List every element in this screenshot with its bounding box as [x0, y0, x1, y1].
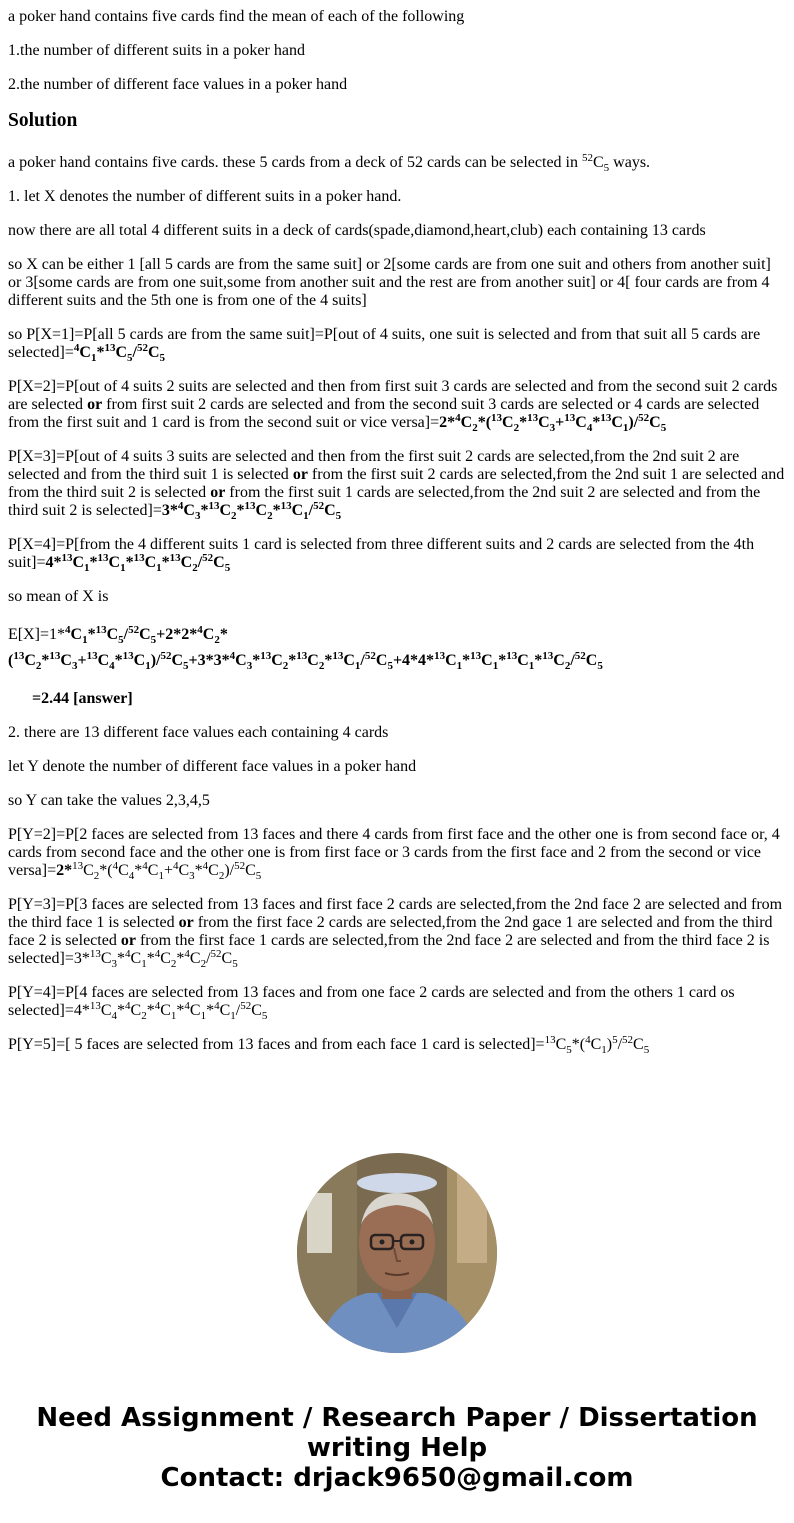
part1-statement: 1. let X denotes the number of different suits in a poker hand. — [8, 188, 402, 205]
footer-line-1: Need Assignment / Research Paper / Dissertation — [36, 1403, 758, 1433]
expected-x-answer: =2.44 [answer] — [32, 690, 133, 707]
solution-heading: Solution — [8, 110, 78, 131]
footer-banner — [0, 1403, 794, 1493]
prob-y2: P[Y=2]=P[2 faces are selected from 13 faces and there 4 cards from first face and the other one is from second face or, 4 cards from second face and the other one is from first face or 3 cards from the first face and 2 from the second or vice $versa]=2*^{13}C_2*(^4C_4*^4C_1+^4C_3*^4C_2)/^{52}C_5$ — [8, 826, 780, 882]
part2-y-values: so Y can take the values 2,3,4,5 — [8, 792, 210, 809]
part1-x-values: so X can be either 1 [all 5 cards are from the same suit] or 2[some cards are from one suit and others from another suit] or 3[some cards are from one suit,some from another suit and the rest are from another suit] or 4[ four cards are from 4 different suits and the 5th one is from one of the 4 suits] — [8, 256, 771, 309]
prob-x3: P[X=3]=P[out of 4 suits 3 suits are selected and then from the first suit 2 cards are selected,from the 2nd suit 2 are selected and from the third suit 1 is selected or from the first suit 2 cards are selected,from the 2nd suit 1 are selected and from the third suit 2 is selected or from the first suit 1 cards are selected,from the 2nd suit 2 are selected and from the third suit 2 is $selected]=3*^4C_3*^{13}C_2*^{13}C_2*^{13}C_1/^{52}C_5$ — [8, 448, 785, 522]
part1-suits-note: now there are all total 4 different suits in a deck of cards(spade,diamond,heart,club) each containing 13 cards — [8, 222, 706, 239]
prob-y5: P[Y=5]=[ 5 faces are selected from 13 faces and from each face 1 card is $selected]=^{13}C_5*(^4C_1)^5/^{52}C_5$ — [8, 1034, 650, 1056]
prob-y3: P[Y=3]=P[3 faces are selected from 13 faces and first face 2 cards are selected,from the 2nd face 2 are selected and from the third face 1 is selected or from the first face 2 cards are selected,from the 2nd gace 1 are selected and from the third face 2 is selected or from the first face 1 cards are selected,from the 2nd face 2 are selected and from the third face 2 is $selected]=3*^{13}C_3*^4C_1*^4C_2*^4C_2/^{52}C_5$ — [8, 896, 783, 970]
part2-y-definition: let Y denote the number of different face values in a poker hand — [8, 758, 417, 775]
footer-contact: Contact: drjack9650@gmail.com — [160, 1463, 634, 1493]
expected-x: $E[X]=1*^4C_1*^{13}C_5/^{52}C_5+2*2*^4C_2*$ $(^{13}C_2*^{13}C_3+^{13}C_4*^{13}C_1)/^{52}C_5+3*3*^4C_3*^{13}C_2*^{13}C_2*^{13}C_1/^{52}C_5+4*4*^{13}C_1*^{13}C_1*^{13}C_1*^{13}C_2/^{52}C_5$ — [8, 624, 603, 672]
solution-intro: a poker hand contains five cards. these 5 cards from a deck of 52 cards can be selected in $^{52}C_5$ ways. — [8, 152, 651, 174]
question-intro: a poker hand contains five cards find the mean of each of the following — [8, 8, 465, 25]
solution-document — [8, 0, 788, 1121]
prob-x1: so P[X=1]=P[all 5 cards are from the same suit]=P[out of 4 suits, one suit is selected and from that suit all 5 cards are $selected]=^4C_1*^{13}C_5/^{52}C_5$ — [8, 326, 761, 364]
prob-y4: P[Y=4]=P[4 faces are selected from 13 faces and from one face 2 cards are selected and from the others 1 card os $selected]=4*^{13}C_4*^4C_2*^4C_1*^4C_1*^4C_1/^{52}C_5$ — [8, 984, 735, 1022]
footer-line-2: writing Help — [306, 1433, 488, 1463]
part2-statement: 2. there are 13 different face values each containing 4 cards — [8, 724, 389, 741]
question-item-1: 1.the number of different suits in a poker hand — [8, 42, 305, 59]
avatar — [297, 1153, 497, 1353]
mean-x-label: so mean of X is — [8, 588, 109, 605]
question-item-2: 2.the number of different face values in a poker hand — [8, 76, 348, 93]
prob-x2: P[X=2]=P[out of 4 suits 2 suits are selected and then from first suit 3 cards are selected and from the second suit 2 cards are selected or from first suit 2 cards are selected and from the second suit 3 cards are selected or 4 cards are selected from the first suit and 1 card is from the second suit or vice $versa]=2*^4C_2*(^{13}C_2*^{13}C_3+^{13}C_4*^{13}C_1)/^{52}C_5$ — [8, 378, 778, 434]
tutor-portrait-image — [297, 1153, 497, 1353]
prob-x4: P[X=4]=P[from the 4 different suits 1 card is selected from three different suits and 2 cards are selected from the 4th $suit]=4*^{13}C_1*^{13}C_1*^{13}C_1*^{13}C_2/^{52}C_5$ — [8, 536, 755, 574]
